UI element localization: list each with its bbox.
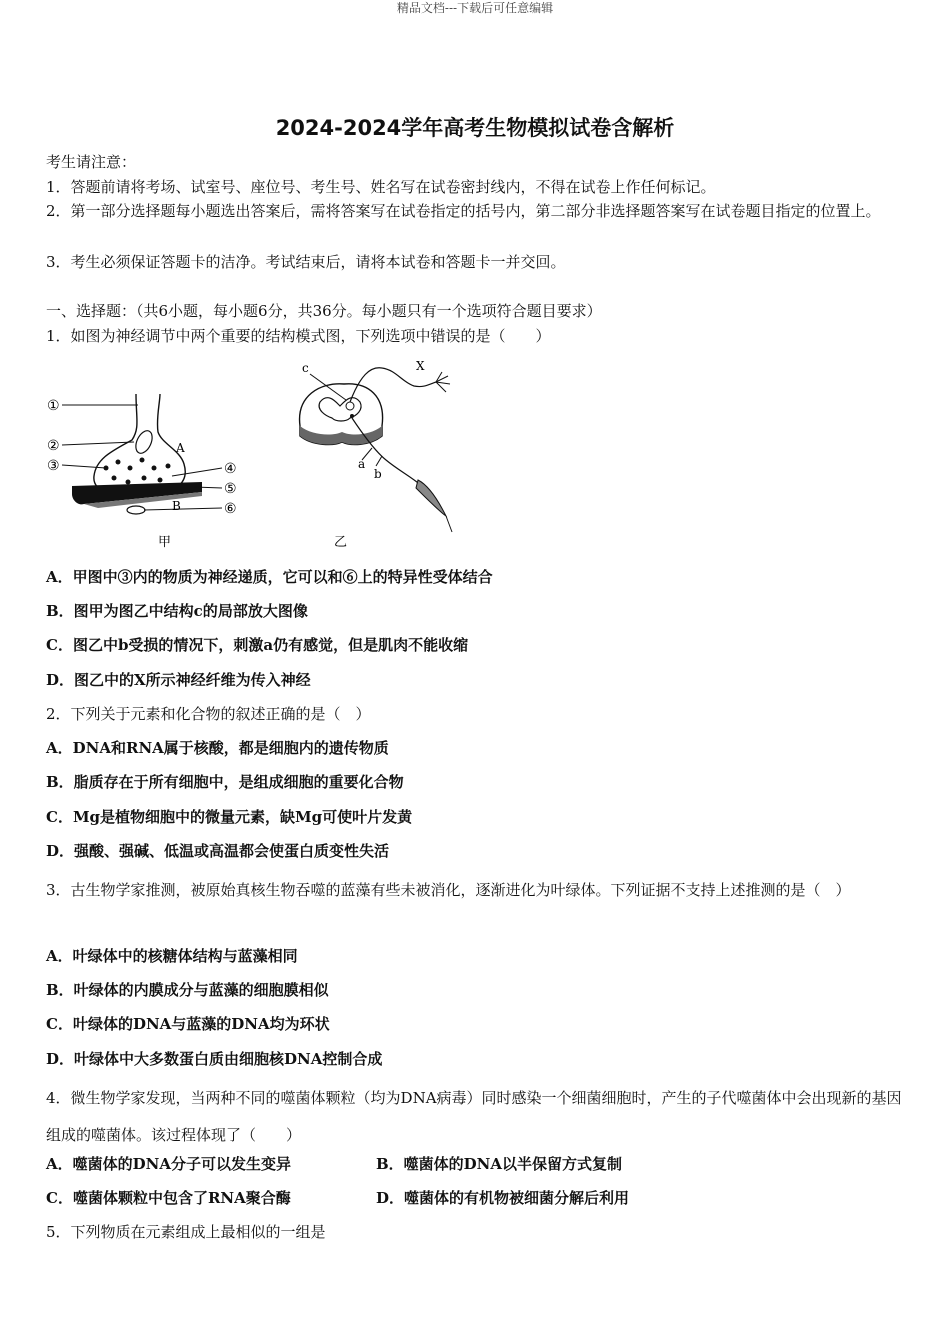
question-2-stem: 2．下列关于元素和化合物的叙述正确的是（ ）: [46, 705, 371, 723]
label-3: ③: [47, 458, 60, 474]
label-A: A: [176, 441, 185, 455]
label-5: ⑤: [224, 481, 237, 497]
notice-item-1: 1．答题前请将考场、试室号、座位号、考生号、姓名写在试卷密封线内，不得在试卷上作任何标记。: [46, 178, 716, 196]
caption-yi: 乙: [334, 535, 348, 550]
q4-option-d: D．噬菌体的有机物被细菌分解后利用: [376, 1189, 630, 1207]
question-1-stem: 1．如图为神经调节中两个重要的结构模式图，下列选项中错误的是（ ）: [46, 327, 551, 345]
notice-item-3: 3．考生必须保证答题卡的洁净。考试结束后，请将本试卷和答题卡一并交回。: [46, 253, 566, 271]
q1-option-b: B．图甲为图乙中结构c的局部放大图像: [46, 602, 308, 620]
q3-option-d: D．叶绿体中大多数蛋白质由细胞核DNA控制合成: [46, 1050, 383, 1068]
q2-option-a: A．DNA和RNA属于核酸，都是细胞内的遗传物质: [46, 739, 389, 757]
synapse-figure: [44, 388, 254, 552]
page-title: 2024-2024学年高考生物模拟试卷含解析: [275, 116, 675, 140]
label-c: c: [302, 361, 309, 375]
label-6: ⑥: [224, 501, 237, 517]
q3-option-c: C．叶绿体的DNA与蓝藻的DNA均为环状: [46, 1015, 330, 1033]
q2-option-c: C．Mg是植物细胞中的微量元素，缺Mg可使叶片发黄: [46, 808, 413, 826]
notice-heading: 考生请注意：: [46, 153, 137, 171]
header-note: 精品文档---下载后可任意编辑: [396, 1, 554, 15]
q4-option-b: B．噬菌体的DNA以半保留方式复制: [376, 1155, 623, 1173]
label-4: ④: [224, 461, 237, 477]
q3-option-a: A．叶绿体中的核糖体结构与蓝藻相同: [46, 947, 298, 965]
label-1: ①: [47, 398, 60, 414]
q2-option-d: D．强酸、强碱、低温或高温都会使蛋白质变性失活: [46, 842, 390, 860]
question-4-stem: 4．微生物学家发现，当两种不同的噬菌体颗粒（均为DNA病毒）同时感染一个细菌细胞时，产生的子代噬菌体中会出现新的基因组成的噬菌体。该过程体现了（ ）: [46, 1089, 902, 1144]
question-3-stem: 3．古生物学家推测，被原始真核生物吞噬的蓝藻有些未被消化，逐渐进化为叶绿体。下列证据不支持上述推测的是（ ）: [46, 881, 851, 899]
notice-item-2: 2．第一部分选择题每小题选出答案后，需将答案写在试卷指定的括号内，第二部分非选择题答案写在试卷题目指定的位置上。: [46, 202, 881, 220]
q4-option-a: A．噬菌体的DNA分子可以发生变异: [46, 1155, 291, 1173]
section-heading: 一、选择题：（共6小题，每小题6分，共36分。每小题只有一个选项符合题目要求）: [46, 302, 602, 320]
caption-jia: 甲: [158, 535, 172, 550]
label-a: a: [358, 457, 366, 471]
label-2: ②: [47, 438, 60, 454]
q1-option-c: C．图乙中b受损的情况下，刺激a仍有感觉，但是肌肉不能收缩: [46, 636, 469, 654]
q4-option-c: C．噬菌体颗粒中包含了RNA聚合酶: [46, 1189, 291, 1207]
q3-option-b: B．叶绿体的内膜成分与蓝藻的细胞膜相似: [46, 981, 329, 999]
reflex-arc-figure: [290, 356, 460, 552]
q2-option-b: B．脂质存在于所有细胞中，是组成细胞的重要化合物: [46, 773, 404, 791]
label-B: B: [172, 499, 181, 513]
q1-option-d: D．图乙中的X所示神经纤维为传入神经: [46, 671, 311, 689]
q1-option-a: A．甲图中③内的物质为神经递质，它可以和⑥上的特异性受体结合: [46, 568, 493, 586]
question-5-stem: 5．下列物质在元素组成上最相似的一组是: [46, 1223, 326, 1241]
label-b: b: [374, 467, 382, 481]
label-X: X: [416, 359, 425, 373]
